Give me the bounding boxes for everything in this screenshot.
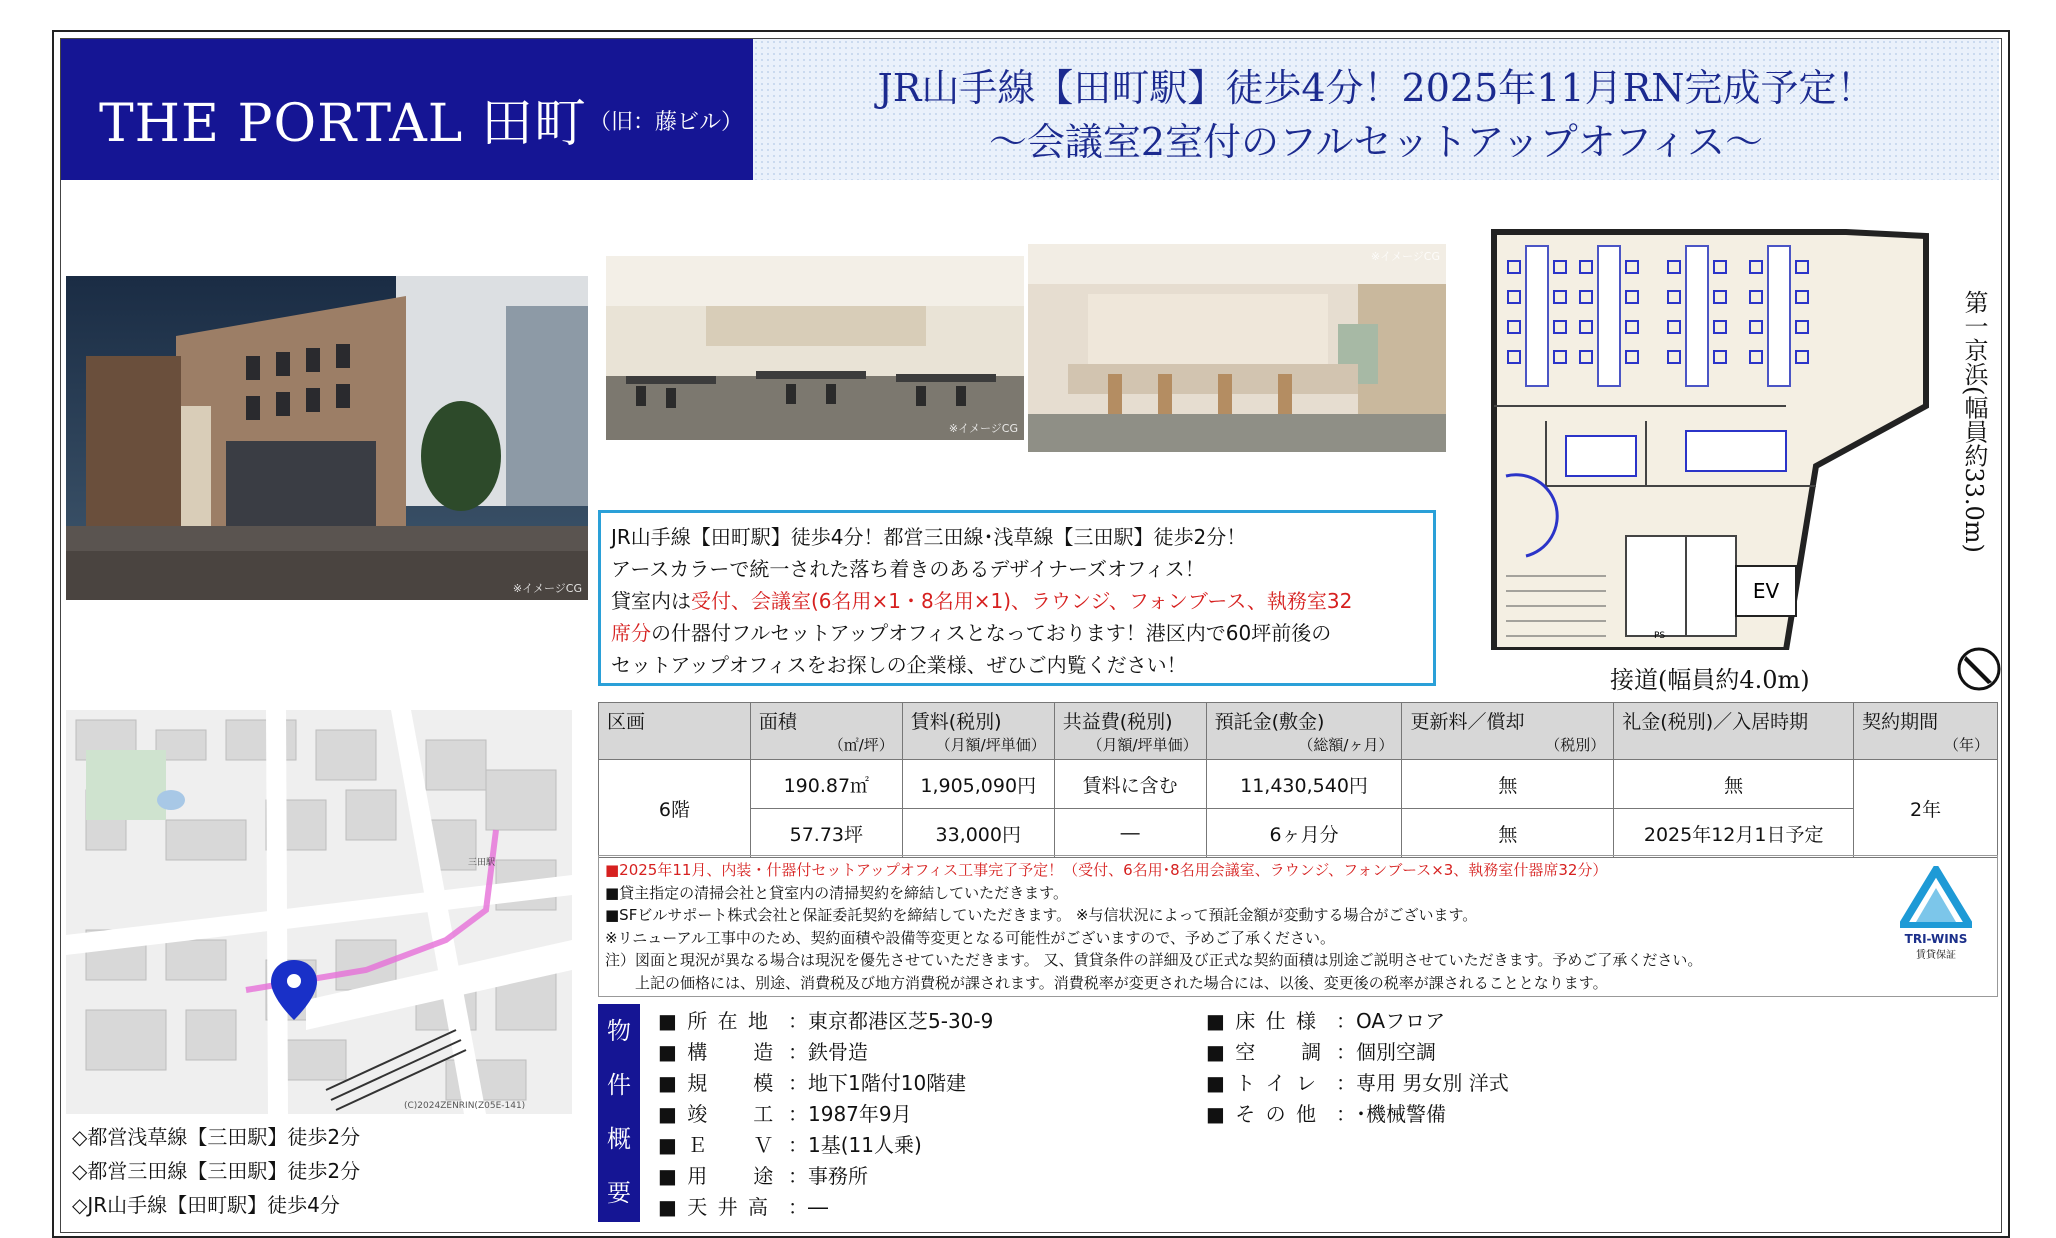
- table-cell: 11,430,540円: [1206, 760, 1402, 809]
- north-compass-icon: [1956, 646, 2002, 692]
- title-banner: [61, 39, 753, 180]
- description-line-4: [611, 617, 1423, 649]
- note-line: ■2025年11月、内装・什器付セットアップオフィス工事完了予定！（受付、6名用･8名用会議室、ラウンジ、フォンブース×3、執務室什器席32分）: [605, 861, 1608, 879]
- table-cell: 33,000円: [902, 809, 1054, 858]
- note-line: 上記の価格には、別途、消費税及び地方消費税が課されます。消費税率が変更された場合には、以後、変更後の税率が課されることとなります。: [605, 973, 1608, 992]
- detail-row: ■ ト イ レ ：専用 男女別 洋式: [1206, 1071, 1509, 1095]
- description-line-2: アースカラーで統一された落ち着きのあるデザイナーズオフィス！: [611, 557, 1205, 581]
- access-item: ◇都営浅草線【三田駅】徒歩2分: [72, 1125, 361, 1149]
- description-line-1: JR山手線【田町駅】徒歩4分！都営三田線･浅草線【三田駅】徒歩2分！: [611, 525, 1247, 549]
- column-header: 礼金(税別)／入居時期: [1614, 703, 1854, 760]
- building-name: THE PORTAL 田町: [99, 94, 587, 154]
- lounge-interior-photo-caption: ※イメージCG: [1370, 250, 1440, 263]
- description-text: 貸室内は: [611, 589, 691, 613]
- property-details-right: [1206, 1006, 1509, 1130]
- column-header: 賃料(税別) （月額/坪単価）: [902, 703, 1054, 760]
- map-copyright: (C)2024ZENRIN(Z05E-141): [404, 1101, 526, 1111]
- description-highlight: 席分: [611, 621, 651, 645]
- detail-row: ■ Ｅ Ｖ ：1基(11人乗): [658, 1133, 922, 1157]
- table-cell: 190.87㎡: [750, 760, 902, 809]
- note-line: 注）図面と現況が異なる場合は現況を優先させていただきます。 又、賃貸条件の詳細及び正式な契約面積は別途ご説明させていただきます。予めご了承ください。: [605, 951, 1703, 969]
- description-line-5: セットアップオフィスをお探しの企業様、ぜひご内覧ください！: [611, 653, 1187, 677]
- column-header: 更新料／償却 （税別）: [1402, 703, 1614, 760]
- table-cell: ―: [1054, 809, 1206, 858]
- table-cell: 無: [1614, 760, 1854, 809]
- column-header: 契約期間 （年）: [1854, 703, 1998, 760]
- ev-label: EV: [1752, 579, 1780, 603]
- note-line: ※リニューアル工事中のため、契約面積や設備等変更となる可能性がございますので、予めご了承ください。: [605, 928, 1336, 947]
- description-line-3: [611, 585, 1423, 617]
- table-cell: 無: [1402, 809, 1614, 858]
- table-row: [599, 809, 1998, 858]
- tri-wins-logo-icon: [1900, 866, 1972, 928]
- note-line: ■貸主指定の清掃会社と貸室内の清掃契約を締結していただきます。: [605, 883, 1068, 902]
- detail-row: ■ 用 途 ：事務所: [658, 1164, 868, 1188]
- detail-row: ■ 天 井 高 ：―: [658, 1195, 828, 1219]
- column-header: 面積 （㎡/坪）: [750, 703, 902, 760]
- access-item: ◇JR山手線【田町駅】徒歩4分: [72, 1193, 340, 1217]
- access-item: ◇都営三田線【三田駅】徒歩2分: [72, 1159, 361, 1183]
- detail-row: ■ 床 仕 様 ：OAフロア: [1206, 1009, 1446, 1033]
- floor-plan: [1486, 226, 1956, 650]
- exterior-photo: [66, 276, 588, 600]
- tri-wins-logo: [1896, 866, 1976, 962]
- office-interior-photo-caption: ※イメージCG: [948, 422, 1018, 435]
- table-cell: 57.73坪: [750, 809, 902, 858]
- table-cell: 1,905,090円: [902, 760, 1054, 809]
- table-cell: 賃料に含む: [1054, 760, 1206, 809]
- area-map: [66, 710, 572, 1114]
- former-name: （旧：藤ビル）: [589, 110, 744, 135]
- headline-line-1: JR山手線【田町駅】徒歩4分！2025年11月RN完成予定！: [877, 66, 1875, 110]
- detail-row: ■ 竣 工 ：1987年9月: [658, 1102, 912, 1126]
- logo-sub: 賃貸保証: [1916, 950, 1956, 961]
- term-cell: 2年: [1854, 760, 1998, 858]
- detail-row: ■ 空 調 ：個別空調: [1206, 1040, 1436, 1064]
- detail-row: ■ 所 在 地 ：東京都港区芝5-30-9: [658, 1009, 994, 1033]
- office-interior-photo: [606, 256, 1024, 440]
- lounge-interior-photo: [1028, 244, 1446, 452]
- table-cell: 2025年12月1日予定: [1614, 809, 1854, 858]
- table-cell: 無: [1402, 760, 1614, 809]
- column-header: 預託金(敷金) （総額/ヶ月）: [1206, 703, 1402, 760]
- road-side-label: 第一京浜(幅員約33.0m): [1960, 290, 1988, 553]
- table-row: [599, 760, 1998, 809]
- property-overview-label: 物 件 概 要: [598, 1004, 640, 1222]
- description-text: の什器付フルセットアップオフィスとなっております！港区内で60坪前後の: [651, 621, 1332, 645]
- notes-box: [598, 855, 1998, 997]
- description-highlight: 受付、会議室(6名用×1・8名用×1)、ラウンジ、フォンブース、執務室32: [691, 589, 1353, 613]
- ps-label: PS: [1654, 631, 1666, 641]
- table-cell: 6ヶ月分: [1206, 809, 1402, 858]
- column-header: 共益費(税別) （月額/坪単価）: [1054, 703, 1206, 760]
- logo-name: TRI-WINS: [1904, 932, 1968, 946]
- road-front-label: 接道(幅員約4.0m): [1610, 666, 1810, 694]
- headline-banner: [753, 39, 1999, 180]
- note-line: ■SFビルサポート株式会社と保証委託契約を締結していただきます。 ※与信状況によって預託金額が変動する場合がございます。: [605, 906, 1478, 924]
- detail-row: ■ そ の 他 ：･機械警備: [1206, 1102, 1446, 1126]
- property-details-left: [658, 1006, 993, 1223]
- detail-row: ■ 規 模 ：地下1階付10階建: [658, 1071, 967, 1095]
- exterior-photo-caption: ※イメージCG: [512, 582, 582, 595]
- headline-line-2: ～会議室2室付のフルセットアップオフィス～: [988, 120, 1764, 164]
- floor-cell: 6階: [599, 760, 751, 858]
- detail-row: ■ 構 造 ：鉄骨造: [658, 1040, 868, 1064]
- table-header-row: [599, 703, 1998, 760]
- rent-spec-table: [598, 702, 1998, 858]
- station-label: 三田駅: [468, 858, 496, 868]
- description-box: [598, 510, 1436, 686]
- column-header: 区画: [599, 703, 751, 760]
- access-list: [72, 1120, 360, 1222]
